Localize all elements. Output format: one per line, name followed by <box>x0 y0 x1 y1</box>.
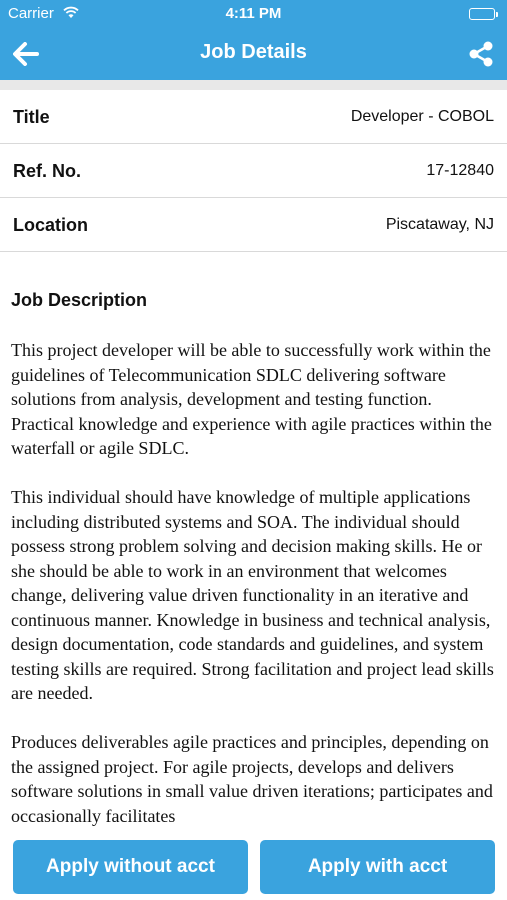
apply-without-account-button[interactable]: Apply without acct <box>13 840 248 894</box>
title-label: Title <box>13 107 50 127</box>
ref-label: Ref. No. <box>13 161 82 181</box>
description-paragraph: Produces deliverables agile practices and principles, depending on the assigned project. For agile projects, develops and delivers software solutions in small value driven iterations; participates and occasionally facilitates <box>11 732 493 826</box>
ref-value: 17-12840 <box>426 162 494 179</box>
title-value: Developer - COBOL <box>350 108 494 125</box>
description-paragraph: This individual should have knowledge of multiple applications including distributed systems and SOA. The individual should possess strong problem solving and decision making skills. He or she should be able to work in an environment that welcomes change, delivering value driven functionality in an iterative and continuous manner. Knowledge in business and technical analysis, design documentation, code standards and guidelines, and system testing skills are required. Strong facilitation and project lead skills are needed. <box>11 487 494 703</box>
location-value: Piscataway, NJ <box>385 216 494 233</box>
share-icon[interactable] <box>465 38 497 70</box>
detail-row-location <box>0 198 507 252</box>
carrier-label: Carrier <box>8 5 54 22</box>
description-paragraph: This project developer will be able to successfully work within the guidelines of Telecommunication SDLC delivering software solutions from analysis, development and testing function. Practical knowledge and experience with agile practices within the waterfall or agile SDLC. <box>11 340 492 458</box>
back-arrow-icon[interactable] <box>10 38 42 70</box>
page-title: Job Details <box>200 41 307 63</box>
job-description-body <box>11 338 499 838</box>
header-divider <box>0 80 507 90</box>
status-time: 4:11 PM <box>225 5 282 22</box>
job-description-heading: Job Description <box>11 290 148 310</box>
location-label: Location <box>13 215 88 235</box>
detail-row-ref <box>0 144 507 198</box>
apply-with-account-button[interactable]: Apply with acct <box>260 840 495 894</box>
battery-icon <box>469 8 495 20</box>
detail-row-title <box>0 90 507 144</box>
navigation-bar <box>0 28 507 80</box>
status-bar <box>0 0 507 28</box>
